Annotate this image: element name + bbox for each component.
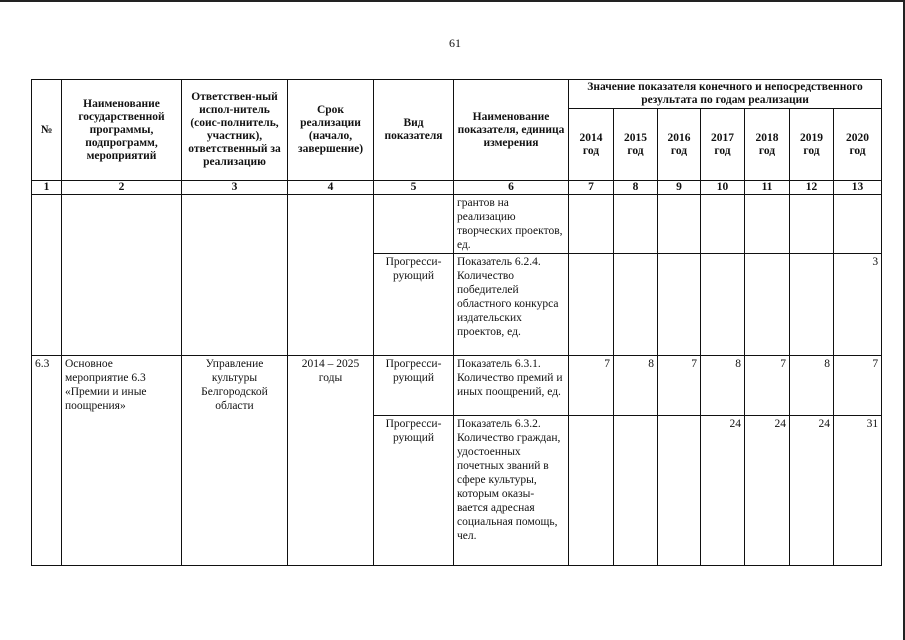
cell-empty: [374, 195, 454, 254]
header-indicator-kind: Вид показателя: [374, 80, 454, 181]
value-2016: [658, 416, 701, 566]
cell-empty: [790, 254, 834, 356]
header-year-2019: 2019 год: [790, 109, 834, 181]
cell-empty: [32, 195, 62, 356]
column-number: 1: [32, 181, 62, 195]
event-name: Основное мероприятие 6.3 «Премии и иные поощрения»: [62, 356, 182, 566]
column-number: 3: [182, 181, 288, 195]
cell-empty: [569, 195, 614, 254]
cell-empty: [288, 195, 374, 356]
cell-empty: [569, 254, 614, 356]
cell-empty: [701, 195, 745, 254]
value-2016: 7: [658, 356, 701, 416]
cell-empty: [834, 195, 882, 254]
indicator-kind: Прогресси-рующий: [374, 416, 454, 566]
header-number: №: [32, 80, 62, 181]
event-responsible: Управление культуры Белгородской области: [182, 356, 288, 566]
column-number: 6: [454, 181, 569, 195]
value-2017: 8: [701, 356, 745, 416]
value-2018: 24: [745, 416, 790, 566]
column-number: 5: [374, 181, 454, 195]
cell-empty: [614, 195, 658, 254]
column-number: 11: [745, 181, 790, 195]
column-number: 4: [288, 181, 374, 195]
column-number: 2: [62, 181, 182, 195]
header-values-group: Значение показателя конечного и непосредственного результата по годам реализации: [569, 80, 882, 109]
header-year-2014: 2014 год: [569, 109, 614, 181]
header-year-2016: 2016 год: [658, 109, 701, 181]
value-2018: 7: [745, 356, 790, 416]
page-number: 61: [449, 36, 461, 50]
header-responsible: Ответствен-ный испол-нитель (соис-полнитель, участник), ответственный за реализацию: [182, 80, 288, 181]
column-number: 7: [569, 181, 614, 195]
indicator-kind: Прогресси-рующий: [374, 356, 454, 416]
value-2020: 31: [834, 416, 882, 566]
column-number: 12: [790, 181, 834, 195]
header-year-2015: 2015 год: [614, 109, 658, 181]
cell-empty: [62, 195, 182, 356]
header-year-2018: 2018 год: [745, 109, 790, 181]
program-indicators-table: [31, 79, 882, 566]
value-2019: 24: [790, 416, 834, 566]
header-program-name: Наименование государственной программы, подпрограмм, мероприятий: [62, 80, 182, 181]
value-2015: 8: [614, 356, 658, 416]
cell-empty: [182, 195, 288, 356]
indicator-name: Показатель 6.3.2. Количество граждан, удостоенных почетных званий в сфере культуры, которым оказы-вается адресная социальная помощь, чел.: [454, 416, 569, 566]
scan-top-edge: [0, 0, 905, 2]
value-2019: 8: [790, 356, 834, 416]
value-2020: 3: [834, 254, 882, 356]
cell-empty: [658, 254, 701, 356]
header-year-2020: 2020 год: [834, 109, 882, 181]
value-2014: [569, 416, 614, 566]
indicator-name-continued: грантов на реализацию творческих проектов, ед.: [454, 195, 569, 254]
cell-empty: [790, 195, 834, 254]
cell-empty: [658, 195, 701, 254]
column-number: 10: [701, 181, 745, 195]
value-2014: 7: [569, 356, 614, 416]
event-term: 2014 – 2025 годы: [288, 356, 374, 566]
column-number: 13: [834, 181, 882, 195]
column-number: 8: [614, 181, 658, 195]
value-2020: 7: [834, 356, 882, 416]
header-row-top: [32, 80, 882, 109]
column-number: 9: [658, 181, 701, 195]
header-indicator-name: Наименование показателя, единица измерения: [454, 80, 569, 181]
cell-empty: [614, 254, 658, 356]
table-row: [32, 195, 882, 254]
cell-empty: [745, 254, 790, 356]
column-number-row: [32, 181, 882, 195]
indicator-kind: Прогресси-рующий: [374, 254, 454, 356]
indicator-name: Показатель 6.2.4. Количество победителей областного конкурса издательских проектов, ед.: [454, 254, 569, 356]
table-row: [32, 356, 882, 416]
cell-empty: [745, 195, 790, 254]
header-term: Срок реализации (начало, завершение): [288, 80, 374, 181]
value-2017: 24: [701, 416, 745, 566]
event-number: 6.3: [32, 356, 62, 566]
indicator-name: Показатель 6.3.1. Количество премий и иных поощрений, ед.: [454, 356, 569, 416]
value-2015: [614, 416, 658, 566]
cell-empty: [701, 254, 745, 356]
header-year-2017: 2017 год: [701, 109, 745, 181]
